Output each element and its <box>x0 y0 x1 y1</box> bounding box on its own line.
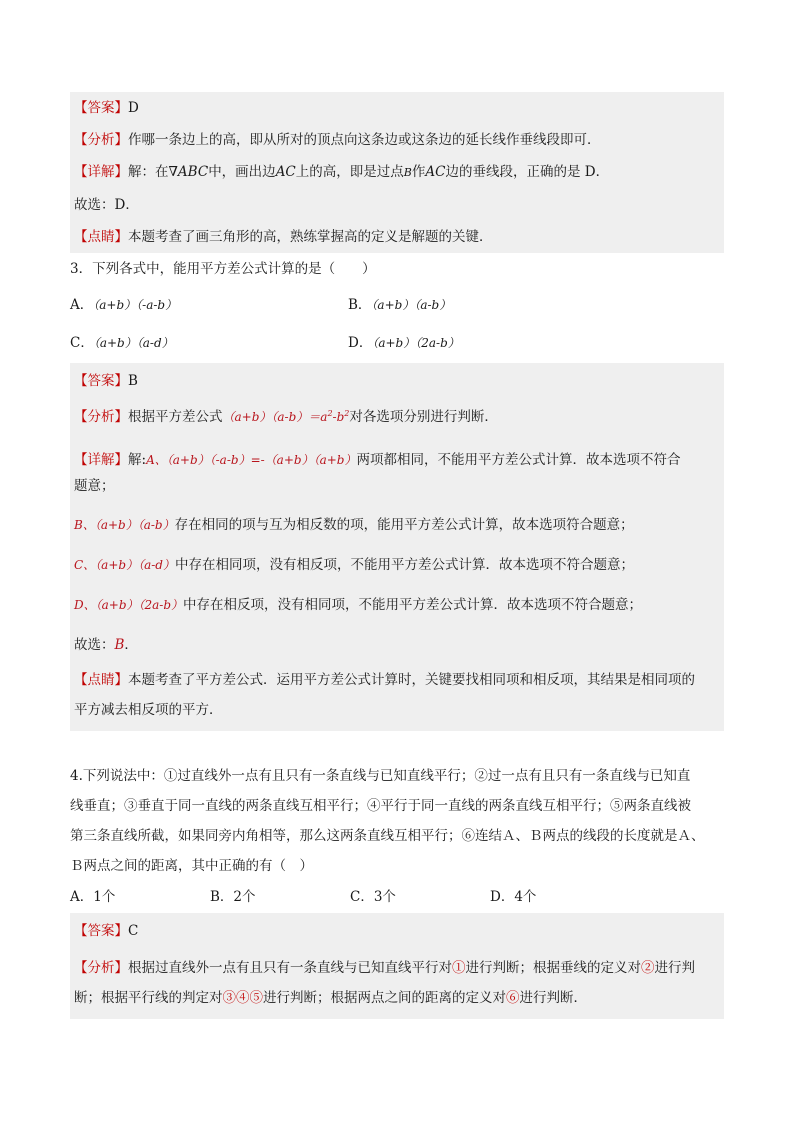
triangle-symbol: ∇ABC <box>168 164 209 180</box>
formula: A、（a+b）（-a-b）=-（a+b）（a+b） <box>146 453 357 467</box>
answer-tag: 【答案】 <box>74 100 128 116</box>
exponent: 2 <box>344 409 350 418</box>
detail-text: 存在相同的项与互为相反数的项，能用平方差公式计算，故本选项符合题意； <box>174 517 634 533</box>
circled-number: ② <box>641 960 655 976</box>
segment-ac: AC <box>275 164 296 180</box>
q4-answer-row <box>70 913 724 947</box>
q3-analysis-row <box>70 397 724 437</box>
document-page <box>70 92 724 1019</box>
formula: C、（a+b）（a-d） <box>74 558 175 572</box>
q3-detail-b-row <box>70 505 724 545</box>
q4-option-a: A．1个 <box>70 889 116 905</box>
detail-text: 边的垂线段，正确的是 D． <box>445 164 610 180</box>
detail-text: 上的高，即是过点 <box>295 164 404 180</box>
q2-detail-row <box>70 156 724 189</box>
detail-text: 中，画出边 <box>208 164 276 180</box>
analysis-text: 进行判断；根据垂线的定义对 <box>465 960 641 976</box>
analysis-tag: 【分析】 <box>74 409 128 425</box>
analysis-text: 对各选项分别进行判断． <box>349 409 498 425</box>
detail-tag: 【详解】 <box>74 164 128 180</box>
segment-ac: AC <box>425 164 446 180</box>
formula: -b <box>332 410 345 424</box>
detail-text: 作 <box>411 164 426 180</box>
q4-options-row <box>70 881 724 913</box>
answer-tag: 【答案】 <box>74 923 128 939</box>
q4-option-d: D．4个 <box>490 889 537 905</box>
answer-tag: 【答案】 <box>74 373 128 389</box>
q3-comment-row <box>70 661 724 731</box>
comment-text: 平方减去相反项的平方． <box>74 702 223 718</box>
analysis-text: 根据过直线外一点有且只有一条直线与已知直线平行对 <box>128 960 452 976</box>
choose-text: 故选： <box>74 637 115 653</box>
q4-stem-line: 线垂直；③垂直于同一直线的两条直线互相平行；④平行于同一直线的两条直线互相平行；⑤两条直线被 <box>70 798 691 814</box>
q3-options-row-1 <box>70 285 724 321</box>
q3-solution-block <box>70 363 724 731</box>
q3-answer-row <box>70 363 724 397</box>
q3-option-b: B．（a+b）（a-b） <box>348 297 452 313</box>
q3-stem: 3．下列各式中，能用平方差公式计算的是（ ） <box>70 261 376 277</box>
choose-text: ． <box>124 637 138 653</box>
comment-text: 本题考查了平方差公式．运用平方差公式计算时，关键要找相同项和相反项，其结果是相同项的 <box>128 672 695 688</box>
analysis-tag: 【分析】 <box>74 132 128 148</box>
q3-detail-row <box>70 437 724 505</box>
detail-text: 解: <box>128 452 147 468</box>
q4-stem-line: 第三条直线所截，如果同旁内角相等，那么这两条直线互相平行；⑥连结Ａ、Ｂ两点的线段的长度就是Ａ、 <box>70 828 705 844</box>
analysis-text: 进行判断；根据两点之间的距离的定义对 <box>263 990 506 1006</box>
comment-tag: 【点睛】 <box>74 672 128 688</box>
q2-answer-row <box>70 92 724 124</box>
circled-number: ⑥ <box>506 990 520 1006</box>
analysis-text: 进行判 <box>654 960 695 976</box>
formula: D、（a+b）（2a-b） <box>74 598 184 612</box>
circled-number: ③④⑤ <box>222 990 263 1006</box>
q3-detail-d-row <box>70 585 724 625</box>
q4-option-b: B．2个 <box>210 889 256 905</box>
analysis-text: 根据平方差公式 <box>128 409 223 425</box>
formula: （a+b）（a-b）＝a <box>222 410 328 424</box>
q3-options-row-2 <box>70 321 724 363</box>
formula: B、（a+b）（a-b） <box>74 518 175 532</box>
q4-solution-block <box>70 913 724 1019</box>
analysis-text: 断；根据平行线的判定对 <box>74 990 223 1006</box>
q3-option-a: A．（a+b）（-a-b） <box>70 297 178 313</box>
q4-stem-line: Ｂ两点之间的距离，其中正确的有（ ） <box>70 858 313 874</box>
choose-text: 故选：D． <box>74 197 139 213</box>
detail-text: 中存在相同项，没有相反项，不能用平方差公式计算．故本选项不符合题意； <box>174 557 634 573</box>
detail-text: 中存在相反项，没有相同项，不能用平方差公式计算．故本选项不符合题意； <box>183 597 643 613</box>
q4-analysis-row <box>70 947 724 1019</box>
circled-number: ① <box>452 960 466 976</box>
q3-option-d: D．（a+b）（2a-b） <box>348 335 460 351</box>
q2-choose-row <box>70 189 724 221</box>
detail-text: 题意； <box>74 478 115 494</box>
detail-tag: 【详解】 <box>74 452 128 468</box>
answer-value: D <box>128 100 139 116</box>
analysis-text: 作哪一条边上的高，即从所对的顶点向这条边或这条边的延长线作垂线段即可． <box>128 132 601 148</box>
q2-comment-row <box>70 221 724 253</box>
answer-value: C <box>128 923 139 939</box>
spacer <box>70 731 724 761</box>
exponent: 2 <box>327 409 333 418</box>
q3-option-c: C．（a+b）（a-d） <box>70 335 174 351</box>
q3-choose-row <box>70 625 724 661</box>
point-b: B <box>403 166 412 179</box>
analysis-tag: 【分析】 <box>74 960 128 976</box>
detail-text: 两项都相同，不能用平方差公式计算．故本选项不符合 <box>356 452 681 468</box>
answer-value: B <box>128 373 138 389</box>
choose-letter: B <box>114 637 125 653</box>
comment-text: 本题考查了画三角形的高，熟练掌握高的定义是解题的关键． <box>128 229 493 245</box>
q2-analysis-row <box>70 124 724 156</box>
analysis-text: 进行判断． <box>519 990 587 1006</box>
q3-detail-c-row <box>70 545 724 585</box>
q4-stem-line: 4.下列说法中：①过直线外一点有且只有一条直线与已知直线平行；②过一点有且只有一条直线与已知直 <box>70 768 691 784</box>
q2-solution-block <box>70 92 724 253</box>
q4-stem <box>70 761 724 881</box>
q4-option-c: C．3个 <box>350 889 396 905</box>
comment-tag: 【点睛】 <box>74 229 128 245</box>
detail-text: 解：在 <box>128 164 169 180</box>
